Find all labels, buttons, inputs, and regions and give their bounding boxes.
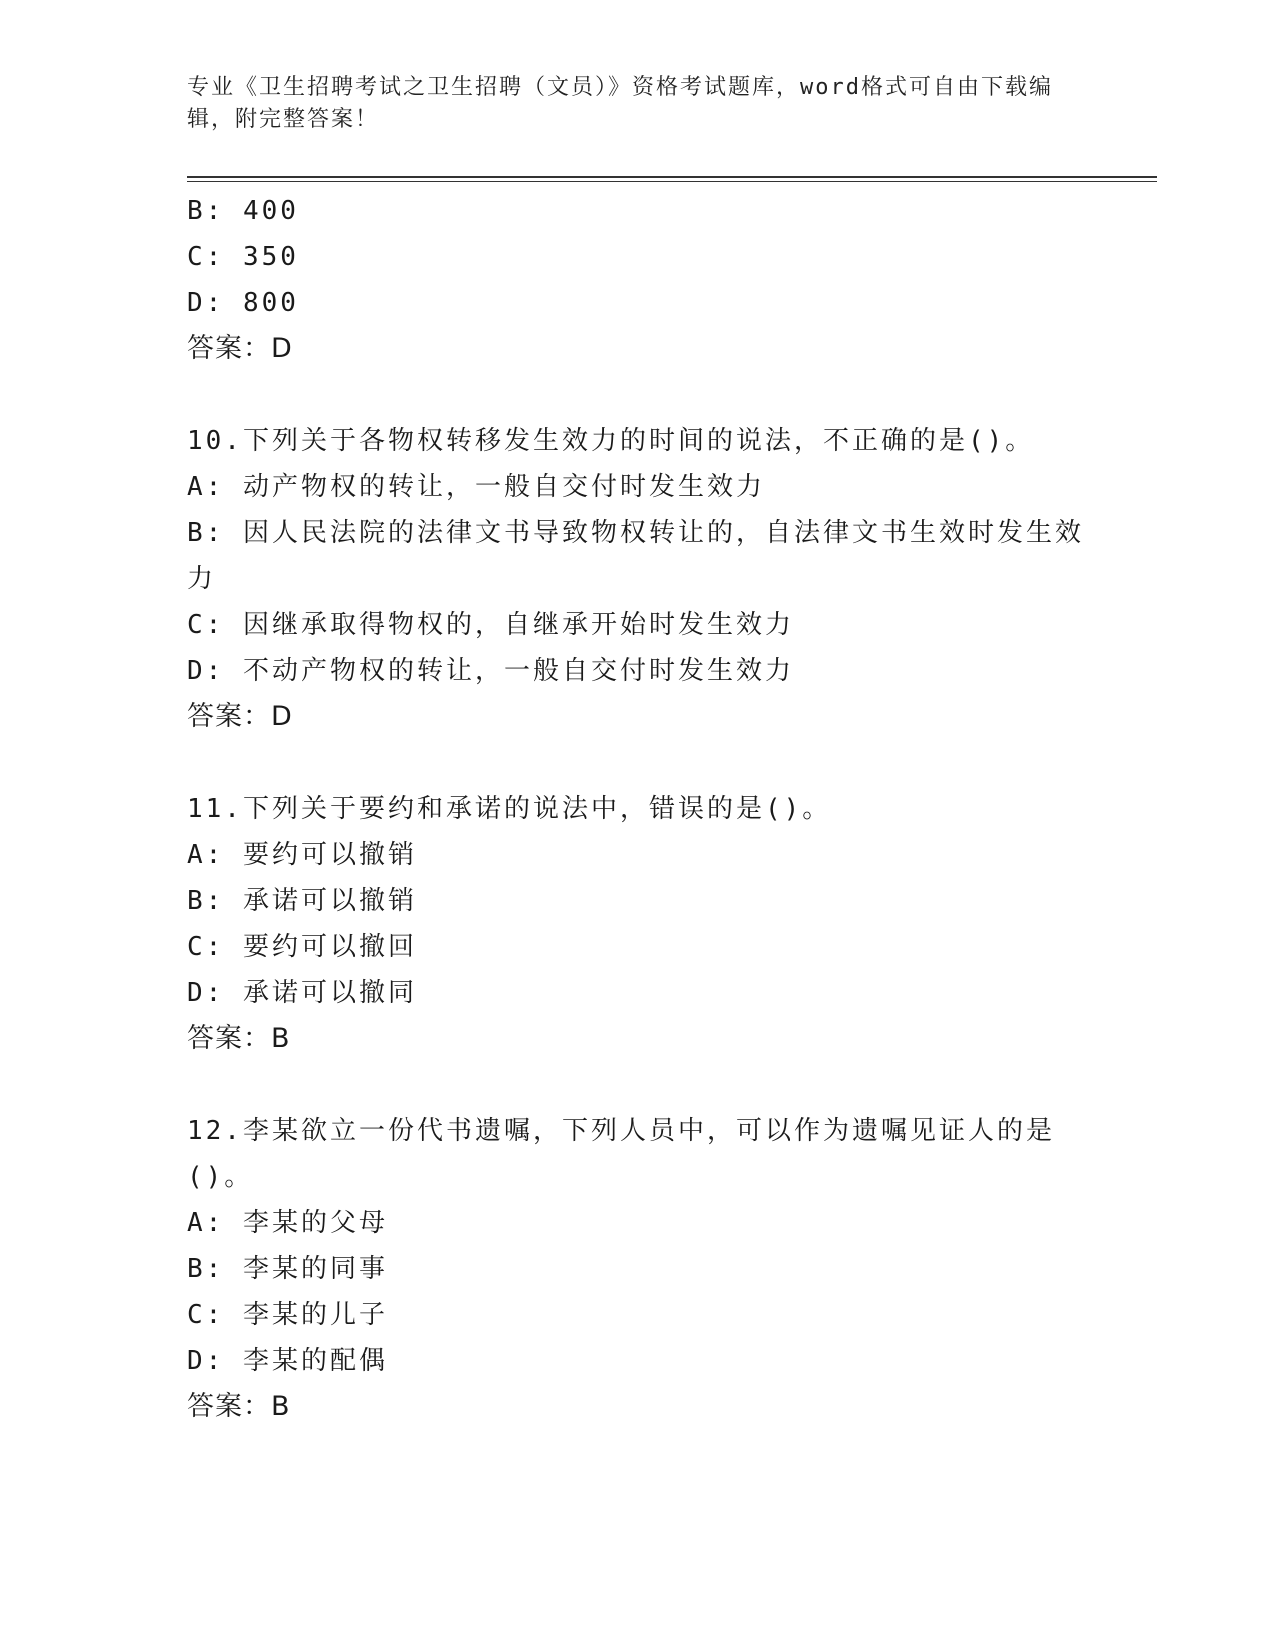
option-a: A: 李某的父母: [187, 1208, 388, 1238]
option-c: C: 350: [187, 242, 299, 272]
question-12: [187, 1108, 1087, 1430]
option-c: C: 李某的儿子: [187, 1300, 388, 1330]
question-text: 12.李某欲立一份代书遗嘱，下列人员中，可以作为遗嘱见证人的是()。: [187, 1116, 1055, 1192]
question-content: [187, 188, 1087, 1430]
option-b: B: 因人民法院的法律文书导致物权转让的，自法律文书生效时发生效力: [187, 518, 1084, 594]
answer-line: 答案：B: [187, 1023, 291, 1054]
question-9-partial: [187, 188, 1087, 372]
option-b: B: 400: [187, 196, 299, 226]
question-text: 11.下列关于要约和承诺的说法中，错误的是()。: [187, 794, 832, 824]
option-b: B: 承诺可以撤销: [187, 886, 417, 916]
option-a: A: 要约可以撤销: [187, 840, 417, 870]
option-d: D: 承诺可以撤同: [187, 978, 417, 1008]
option-a: A: 动产物权的转让，一般自交付时发生效力: [187, 472, 765, 502]
question-10: [187, 418, 1087, 740]
question-text: 10.下列关于各物权转移发生效力的时间的说法，不正确的是()。: [187, 426, 1035, 456]
header-divider: [187, 176, 1157, 182]
option-c: C: 要约可以撤回: [187, 932, 417, 962]
option-d: D: 李某的配偶: [187, 1346, 388, 1376]
answer-line: 答案：D: [187, 333, 293, 364]
option-c: C: 因继承取得物权的，自继承开始时发生效力: [187, 610, 794, 640]
option-b: B: 李某的同事: [187, 1254, 388, 1284]
answer-line: 答案：B: [187, 1391, 291, 1422]
question-11: [187, 786, 1087, 1062]
page-header: 专业《卫生招聘考试之卫生招聘（文员）》资格考试题库，word格式可自由下载编辑，附完整答案！: [187, 75, 1053, 132]
option-d: D: 不动产物权的转让，一般自交付时发生效力: [187, 656, 794, 686]
answer-line: 答案：D: [187, 701, 293, 732]
option-d: D: 800: [187, 288, 299, 318]
